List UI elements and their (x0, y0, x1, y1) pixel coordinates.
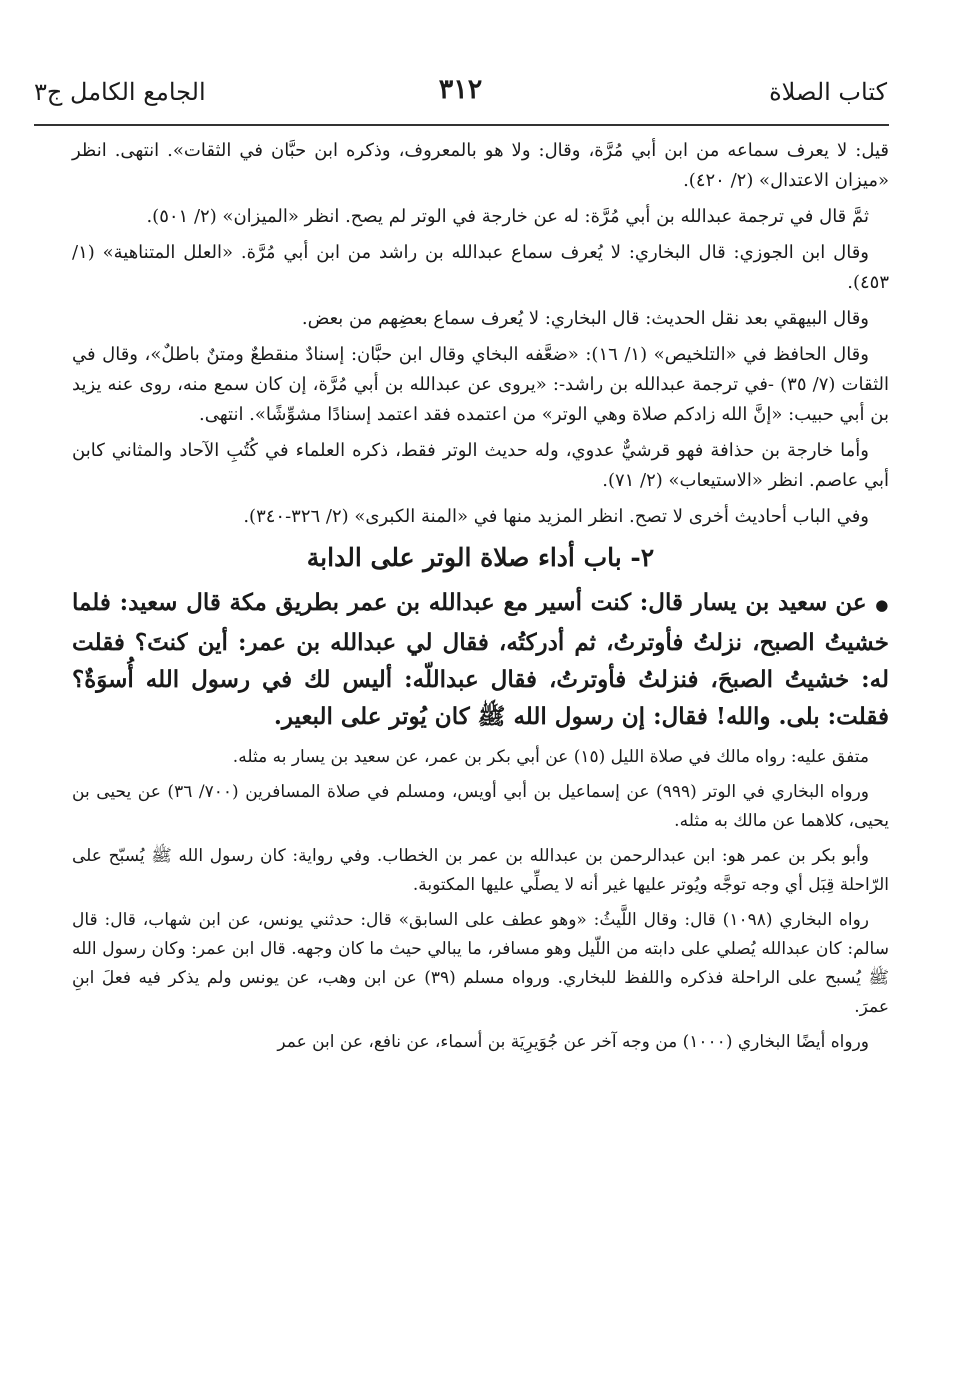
footnote-paragraph: وأما خارجة بن حذافة فهو قرشيٌّ عدوي، وله حديث الوتر فقط، ذكره العلماء في كُتُبِ الآحاد والمثاني كابن أبي عاصم. انظر «الاستيعاب» (٢/ ٧١). (72, 440, 889, 491)
footnote-paragraph: وقال البيهقي بعد نقل الحديث: قال البخاري: لا يُعرف سماع بعضِهم من بعض. (301, 308, 869, 329)
page-header (34, 74, 887, 114)
book-title: الجامع الكامل ج٣ (34, 78, 206, 106)
page-body (72, 136, 889, 1063)
footnote-paragraph: قيل: لا يعرف سماعه من ابن أبي مُرَّة، وقال: ولا هو بالمعروف، وذكره ابن حبَّان في الثقات». انتهى. انظر «ميزان الاعتدال» (٢/ ٤٢٠). (72, 140, 889, 191)
chapter-title: كتاب الصلاة (769, 78, 887, 106)
takhrij-note: ورواه أيضًا البخاري (١٠٠٠) من وجه آخر عن جُوَيرِيَة بن أسماء، عن نافع، عن ابن عمر (277, 1032, 869, 1052)
hadith-body: عن سعيد بن يسار قال: كنت أسير مع عبدالله بن عمر بطريق مكة قال سعيد: فلما خشيتُ الصبح، نزلتُ فأوترتُ، ثم أدركتُه، فقال لي عبدالله بن عمر: أين كنتَ؟ فقلت له: خشيتُ الصبحَ، فنزلتُ فأوترتُ، فقال عبداللّه: أليس لك في رسول الله أُسوَةٌ؟ فقلت: بلى. والله! فقال: إن رسول الله ﷺ كان يُوتر على البعير. (72, 589, 889, 730)
bullet-icon: ● (875, 596, 889, 614)
footnote-paragraph: ثمَّ قال في ترجمة عبدالله بن أبي مُرَّة: له عن خارجة في الوتر لم يصح. انظر «الميزان» (٢/ ٥٠١). (146, 206, 869, 227)
footnote-paragraph: وفي الباب أحاديث أخرى لا تصح. انظر المزيد منها في «المنة الكبرى» (٢/ ٣٢٦-٣٤٠). (243, 506, 869, 527)
hadith-text (72, 584, 889, 735)
takhrij-note: متفق عليه: رواه مالك في صلاة الليل (١٥) عن أبي بكر بن عمر، عن سعيد بن يسار به مثله. (232, 747, 869, 767)
page-number: ٣١٢ (438, 74, 483, 105)
section-heading: ٢- باب أداء صلاة الوتر على الدابة (306, 543, 655, 572)
takhrij-note: رواه البخاري (١٠٩٨) قال: وقال اللَّيثُ: «وهو عطف على السابق» قال: حدثني يونس، عن ابن شهاب، قال: قال سالم: كان عبدالله يُصلي على دابته من اللّيل وهو مسافر، ما يبالي حيث ما كان وجهه. قال ابن عمر: وكان رسول الله ﷺ يُسبح على الراحلة فذكره واللفظ للبخاري. ورواه مسلم (٣٩) عن ابن وهب، عن يونس ولم يذكر فيه فعلَ ابنِ عمرَ. (72, 910, 890, 1017)
takhrij-note: وأبو بكر بن عمر هو: ابن عبدالرحمن بن عبدالله بن عمر بن الخطاب. وفي رواية: كان رسول الله ﷺ يُسبّح على الرّاحلة قِبَل أي وجه توجَّه ويُوتر عليها غير أنه لا يصلِّي عليها المكتوبة. (72, 846, 889, 895)
footnote-paragraph: وقال الحافظ في «التلخيص» (١/ ١٦): «ضعَّفه البخاي وقال ابن حبَّان: إسنادٌ منقطعٌ ومتنٌ باطلٌ»، وقال في الثقات (٧/ ٣٥) -في ترجمة عبدالله بن راشد-: «يروى عن عبدالله بن أبي مُرَّة، إن كان سمع منه، روى عنه يزيد بن أبي حبيب: «إنَّ الله زادكم صلاة وهي الوتر» من اعتمده فقد اعتمد إسنادًا مشوِّشًا». انتهى. (72, 344, 889, 425)
footnote-paragraph: وقال ابن الجوزي: قال البخاري: لا يُعرف سماع عبدالله بن راشد من ابن أبي مُرَّة. «العلل المتناهية» (١/ ٤٥٣). (72, 242, 889, 293)
header-divider (34, 124, 889, 126)
takhrij-note: ورواه البخاري في الوتر (٩٩٩) عن إسماعيل بن أبي أويس، ومسلم في صلاة المسافرين (٧٠٠/ ٣٦) عن يحيى بن يحيى، كلاهما عن مالك به مثله. (72, 782, 889, 831)
